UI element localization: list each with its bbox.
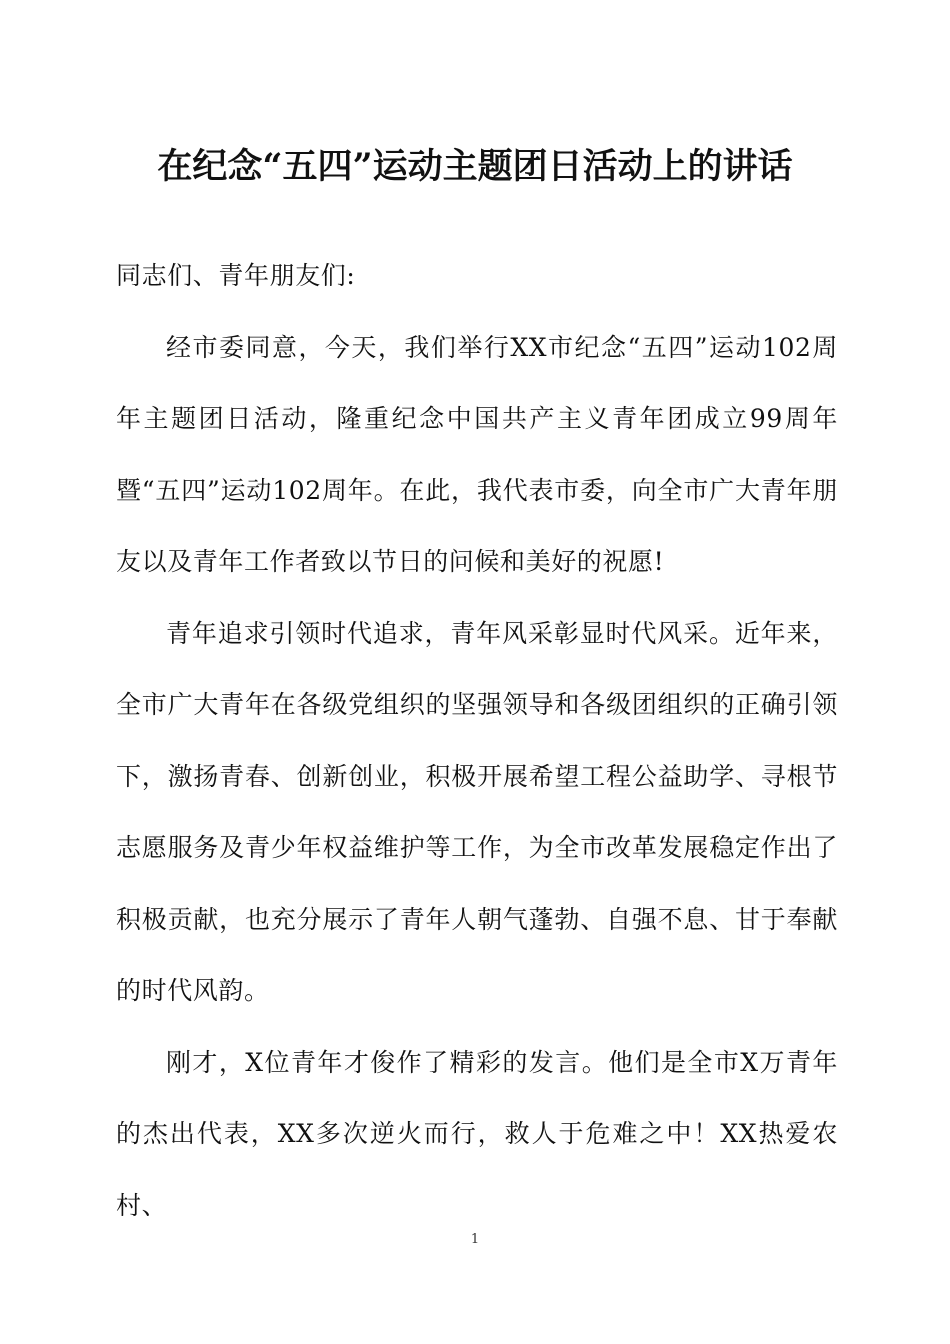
paragraph-3: 刚才，X位青年才俊作了精彩的发言。他们是全市X万青年的杰出代表，XX多次逆火而行，救人于危难之中！XX热爱农村、 (116, 1047, 838, 1220)
paragraph-1: 经市委同意，今天，我们举行XX市纪念“五四”运动102周年主题团日活动，隆重纪念中国共产主义青年团成立99周年暨“五四”运动102周年。在此，我代表市委，向全市广大青年朋友以及青年工作者致以节日的问候和美好的祝愿! (116, 332, 838, 576)
page-number: 1 (470, 1232, 480, 1247)
salutation: 同志们、青年朋友们: (116, 261, 356, 290)
document-title: 在纪念“五四”运动主题团日活动上的讲话 (157, 146, 793, 187)
document-body (116, 240, 838, 1241)
paragraph-2: 青年追求引领时代追求，青年风采彰显时代风采。近年来，全市广大青年在各级党组织的坚强领导和各级团组织的正确引领下，激扬青春、创新创业，积极开展希望工程公益助学、寻根节志愿服务及青少年权益维护等工作，为全市改革发展稳定作出了积极贡献，也充分展示了青年人朝气蓬勃、自强不息、甘于奉献的时代风韵。 (116, 618, 838, 1005)
